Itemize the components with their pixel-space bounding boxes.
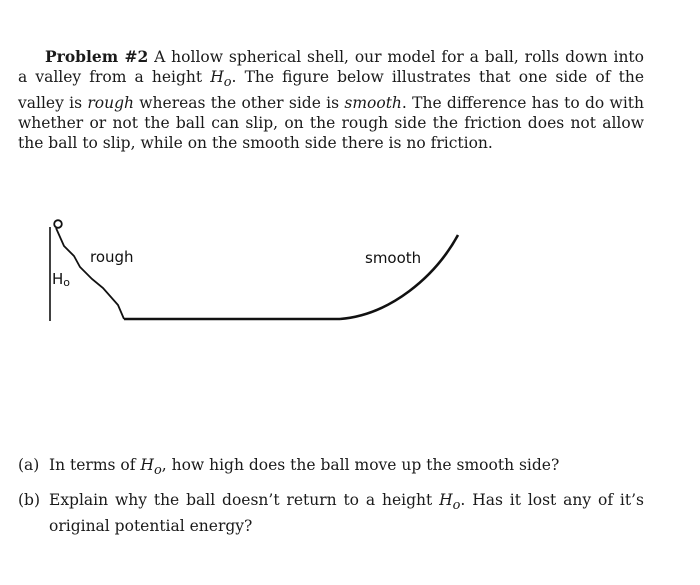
height-symbol: $H_o$ — [210, 68, 232, 91]
problem-statement — [18, 47, 644, 153]
problem-heading: Problem #2 — [45, 47, 149, 66]
smooth-word: smooth — [344, 94, 402, 113]
question-a: (a) In terms of $H_o$, how high does the ball move up the smooth side? — [18, 456, 560, 479]
problem-text-3: whereas the other side is — [133, 94, 345, 113]
smooth-label: smooth — [365, 249, 422, 267]
height-symbol: $H_o$ — [140, 456, 162, 479]
valley-figure — [40, 215, 470, 335]
questions-list — [18, 455, 644, 545]
question-label: (a) — [18, 456, 40, 474]
rough-word: rough — [87, 94, 134, 113]
ball — [54, 220, 62, 228]
problem-text-2: . The figure below illustrates that one side of the valley is — [18, 68, 644, 113]
height-label: Ho — [52, 270, 71, 289]
problem-text-4: . The difference has to do with whether or not the ball can slip, on the rough side the friction does not allow the ball to slip, while on the smooth side there is no friction. — [18, 94, 644, 153]
question-label: (b) — [18, 491, 41, 510]
rough-label: rough — [90, 248, 134, 266]
height-symbol: $H_o$ — [439, 491, 461, 514]
problem-text-1: A hollow spherical shell, our model for a ball, rolls down into a valley from a height — [18, 48, 644, 86]
question-b: (b) Explain why the ball doesn’t return to a height $H_o$. Has it lost any of it’s original potential energy? — [18, 491, 644, 536]
smooth-slope — [340, 235, 458, 319]
rough-slope — [56, 228, 124, 319]
